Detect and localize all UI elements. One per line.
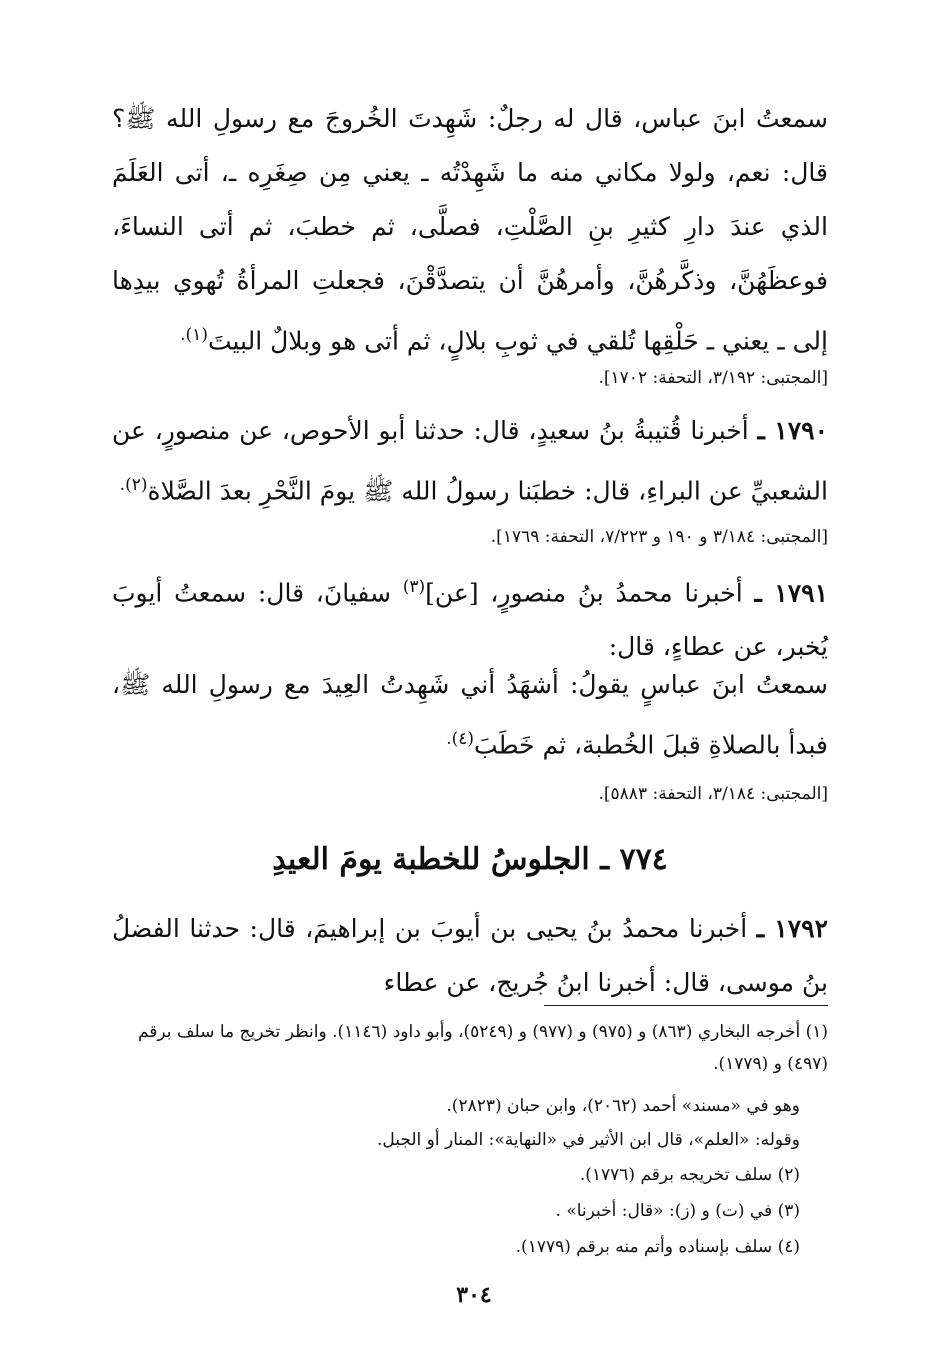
source-reference-3: [المجتبى: ٣/١٨٤، التحفة: ٥٨٨٣]. — [598, 784, 828, 804]
hadith-1792 — [112, 902, 828, 1010]
hadith-number-1790: ١٧٩٠ ـ — [757, 416, 829, 445]
hadith-text-1792: أخبرنا محمدُ بنُ يحيى بن أيوبَ بن إبراهيمَ، قال: حدثنا الفضلُ بنُ موسى، قال: أخبرنا ابنُ جُريج، عن عطاء — [112, 914, 828, 997]
footnote-mark-3: (٣) — [402, 577, 426, 597]
footnote-1-cont-b: وقوله: «العلم»، قال ابن الأثير في «النهاية»: المنار أو الجبل. — [376, 1130, 800, 1150]
page-number: ٣٠٤ — [456, 1282, 492, 1308]
footnote-separator — [544, 1005, 828, 1006]
footnote-2: (٢) سلف تخريجه برقم (١٧٧٦). — [579, 1165, 800, 1185]
footnote-3: (٣) في (ت) و (ز): «قال: أخبرنا» . — [555, 1201, 800, 1221]
hadith-text-1791-a: أخبرنا محمدُ بنُ منصورٍ، [عن] — [425, 578, 743, 608]
footnote-mark-1: (١). — [180, 325, 208, 345]
hadith-number-1792: ١٧٩٢ ـ — [756, 914, 829, 943]
hadith-text-1791-b: سفيانَ، قال: سمعتُ أيوبَ يُخبر، عن عطاءٍ، قال: — [112, 578, 828, 662]
footnote-1-cont-a: وهو في «مسند» أحمد (٢٠٦٢)، وابن حبان (٢٨٢٣). — [446, 1096, 800, 1116]
chapter-title: ٧٧٤ ـ الجلوسُ للخطبة يومَ العيدِ — [272, 842, 668, 877]
footnote-mark-4: (٤). — [446, 729, 475, 749]
hadith-1791-matn-text: سمعتُ ابنَ عباسٍ يقولُ: أشهَدُ أني شَهِدتُ العِيدَ مع رسولِ الله ﷺ، فبدأ بالصلاةِ قبلَ الخُطبة، ثم خَطَبَ — [112, 670, 828, 760]
footnote-1: (١) أخرجه البخاري (٨٦٣) و (٩٧٥) و (٩٧٧) و (٥٢٤٩)، وأبو داود (١١٤٦). وانظر تخريج ما سلف برقم (٤٩٧) و (١٧٧٩). — [137, 1022, 828, 1074]
footnote-4: (٤) سلف بإسناده وأتم منه برقم (١٧٧٩). — [515, 1237, 800, 1257]
footnote-mark-2: (٢). — [119, 475, 148, 495]
hadith-text-1790: أخبرنا قُتيبةُ بنُ سعيدٍ، قال: حدثنا أبو الأحوص، عن منصورٍ، عن الشعبيِّ عن البراءِ، قال: خطبَنا رسولُ الله ﷺ يومَ النَّحْرِ بعدَ الصَّلاة — [112, 416, 828, 506]
source-reference-2: [المجتبى: ٣/١٨٤ و ١٩٠ و ٧/٢٢٣، التحفة: ١٧٦٩]. — [490, 527, 828, 547]
source-reference-1: [المجتبى: ٣/١٩٢، التحفة: ١٧٠٢]. — [598, 368, 828, 388]
hadith-1790 — [112, 404, 828, 518]
top-paragraph-text: سمعتُ ابنَ عباس، قال له رجلٌ: شَهِدتَ الخُروجَ مع رسولِ الله ﷺ؟ قال: نعم، ولولا مكاني منه ما شَهِدْتُه ـ يعني مِن صِغَرِه ـ، أتى العَلَمَ الذي عندَ دارِ كثيرِ بنِ الصَّلْتِ، فصلَّى، ثم خطبَ، ثم أتى النساءَ، فوعظَهُنَّ، وذكَّرهُنَّ، وأمرهُنَّ أن يتصدَّقْنَ، فجعلتِ المرأةُ تُهوي بيدِها إلى ـ يعني ـ حَلْقِها تُلقي في ثوبِ بلالٍ، ثم أتى هو وبلالٌ البيتَ — [112, 104, 828, 356]
hadith-number-1791: ١٧٩١ ـ — [754, 578, 829, 608]
top-paragraph — [112, 92, 828, 368]
hadith-1791-matn — [112, 658, 828, 772]
